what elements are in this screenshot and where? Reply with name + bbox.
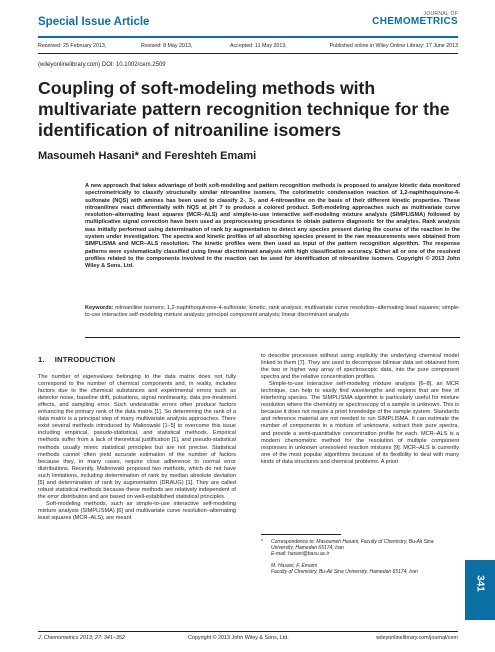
accepted-date: Accepted: 11 May 2013,: [230, 43, 287, 49]
footer-citation: J. Chemometrics 2013; 27: 341–352: [38, 635, 125, 641]
page-number-tab: [465, 560, 495, 620]
journal-logo-big: CHEMOMETRICS: [372, 16, 458, 27]
body-paragraph: The number of eigenvalues belonging to the data matrix does not fully correspond to the number of chemical components and, in reality, includes factors due to the chemical substances and experimental errors such as detector noise, baseline drift, pulsations, signal nonlinearity, data pre-treatment effects, and sampling error. Such undesirable errors often produce factors enhancing the primary rank of the data matrix [1]. So determining the rank of a data matrix is a principal step of many multivariate analysis approaches. There exist several methods introduced by Malinowski [1–5] to overcome this issue including empirical, pseudo-statistical, and statistical methods. Empirical methods suffer from a lack of theoretical justification [1], and pseudo-statistical methods usually mimic statistical principles but are not precise. Statistical methods cannot often yield accurate estimation of the number of factors because they, in many cases, require close adherence to normal error distributions. Recently, Malinowski proposed two methods, which do not have such limitations, including determination of rank by median absolute deviation [5] and determination of rank by augmentation (DRAUG) [1]. They are called robust statistical methods because these methods are relatively independent of the error distribution and are based on well-established statistical principles.: [38, 374, 236, 500]
body-column-left: [38, 353, 236, 522]
dates-rule: [38, 53, 458, 54]
abstract-rule: [85, 337, 460, 338]
section-title: INTRODUCTION: [54, 355, 116, 364]
keywords-label: Keywords:: [85, 305, 114, 311]
footer-copyright: Copyright © 2013 John Wiley & Sons, Ltd.: [188, 635, 289, 641]
keywords-text: nitroaniline isomers; 1,2-naphthoquinone-4-sulfonate; kinetic; rank analysis; multivariate curve resolution–alternating least squares; simple-to-use interactive self-modeling mixture analysis; principal component analysis; linear discriminant analysis: [85, 305, 460, 319]
body-column-right: [261, 353, 459, 466]
authors: Masoumeh Hasani* and Fereshteh Emami: [38, 150, 257, 162]
body-paragraph: Simple-to-use interactive self-modeling mixture analysis [6–8], an MCR technique, can help to easily find wavelengths and regions that are free of interfering species. The SIMPLISMA algorithm is particularly useful for mixture resolution where the chemistry or spectroscopy of a sample is unknown. This is because it does not require a priori knowledge of the sample system. Standards and reference material are not needed to run SIMPLISMA. It can estimate the number of components in a mixture of unknowns, extract their pure spectra, and provide a semi-quantitative concentration profile for each. MCR–ALS is a modern chemometric method for the resolution of multiple component responses in unknown unresolved reaction mixtures [9]. MCR–ALS is currently one of the most popular algorithms because of its flexibility to deal with many kinds of data structures and chemical problems. A priori: [261, 381, 459, 465]
article-title: Coupling of soft-modeling methods with multivariate pattern recognition technique for the identification of nitroaniline isomers: [38, 78, 450, 140]
received-date: Received: 25 February 2013,: [38, 43, 107, 49]
doi[interactable]: (wileyonlinelibrary.com) DOI: 10.1002/cem.2509: [38, 62, 166, 68]
journal-logo-small: JOURNAL OF: [423, 11, 458, 17]
footnote-email[interactable]: E-mail: hasani@basu.ac.ir: [271, 551, 330, 558]
footnotes: [261, 539, 451, 580]
footer-site[interactable]: wileyonlinelibrary.com/journal/cem: [376, 635, 458, 641]
abstract: A new approach that takes advantage of both soft-modeling and pattern recognition methods is proposed to analyze kinetic data monitored spectrometrically to classify structurally similar nitroaniline isomers. The colorimetric condensation reaction of 1,2-naphthoquinone-4-sulfonate (NQS) with amines has been used to classify 2-, 3-, and 4-nitroaniline on the basis of their different kinetic properties. These nitroanilines react differentially with NQS at pH 7 to produce a colored product. Soft-modeling approaches such as multivariate curve resolution–alternating least squares (MCR–ALS) and simple-to-use interactive self-modeling mixture analysis (SIMPLISMA) followed by multiplicative signal correction have been used as preprocessing procedures to obtain patterns diagnostic for the analytes. Rank analysis was initially performed using determination of rank by augmentation to detect any species present during the course of the reaction in the system under investigation. The spectra and kinetic profiles of all absorbing species present in the raw measurements were obtained from SIMPLISMA and MCR–ALS resolution. The kinetic profiles were then used as input of the pattern recognition algorithm. The response patterns were systematically classified using linear discriminant analysis with high classification accuracy. Either all or one of the resolved profiles related to the components involved in the reaction can be used for identification of nitroaniline isomers. Copyright © 2013 John Wiley & Sons, Ltd.: [85, 183, 460, 270]
header-rule: [38, 36, 458, 38]
footnote-rule: [261, 534, 341, 535]
footnote-text: Correspondence to: Masoumeh Hasani, Faculty of Chemistry, Bu-Ali Sina University, Hamedan 65174, Iran: [271, 539, 434, 552]
body-paragraph: Soft-modeling methods, such as simple-to-use interactive self-modeling mixture analysis (SIMPLISMA) [6] and multivariate curve resolution–alternating least squares (MCR–ALS), are meant: [38, 500, 236, 521]
footer-rule: [38, 631, 458, 632]
section-label: Special Issue Article: [38, 16, 150, 28]
journal-logo: [372, 12, 458, 27]
published-date: Published online in Wiley Online Library: 17 June 2013: [329, 43, 458, 49]
body-paragraph: to describe processes without using explicitly the underlying chemical model linked to them [7]. They are used to decompose bilinear data set obtained from the two or higher way array of spectroscopic data, into the pure component spectra and the relative concentration profiles.: [261, 353, 459, 381]
keywords: [85, 305, 460, 320]
affiliation-footnote: [261, 563, 451, 575]
footnote-authors: M. Hasani, F. Emami: [271, 562, 318, 569]
page-number: 341: [474, 575, 486, 592]
section-number: 1.: [38, 355, 45, 364]
journal-header: [38, 8, 458, 38]
footnote-affiliation: Faculty of Chemistry, Bu-Ali Sina University, Hamedan 65174, Iran: [271, 568, 418, 575]
section-heading: [38, 356, 236, 363]
revised-date: Revised: 8 May 2013,: [141, 43, 193, 49]
correspondence-footnote: [261, 539, 451, 558]
footnote-mark: *: [261, 539, 263, 545]
